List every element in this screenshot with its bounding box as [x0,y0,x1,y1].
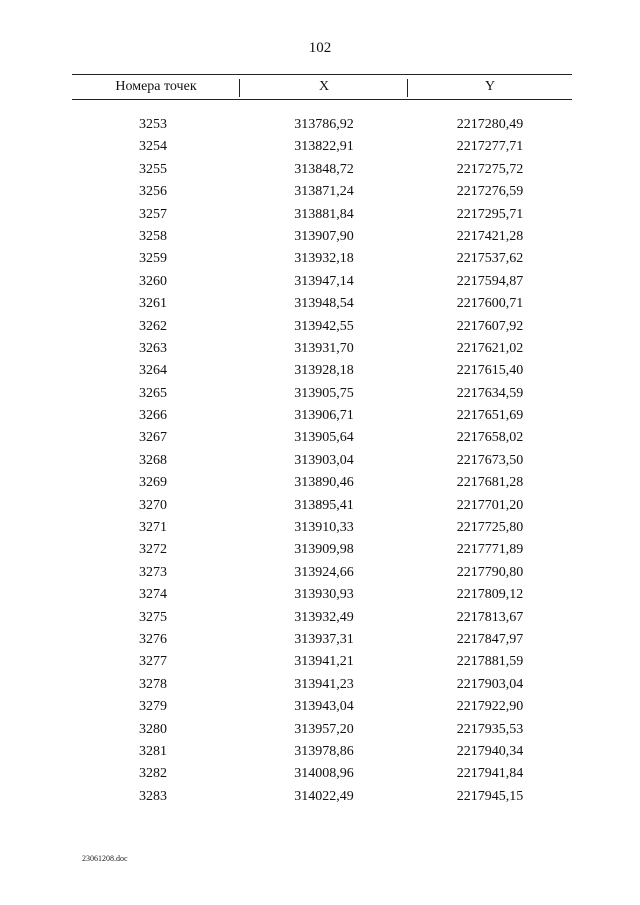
table-row [72,651,572,673]
x-coordinate-cell: 314022,49 [294,788,354,804]
y-coordinate-cell: 2217701,20 [456,497,524,513]
point-number-cell: 3268 [139,452,167,468]
x-coordinate-cell: 313905,75 [294,385,354,401]
table-row [72,472,572,494]
y-coordinate-cell: 2217280,49 [456,117,524,132]
y-coordinate-cell: 2217813,67 [456,609,524,625]
table-row [72,517,572,539]
table-row [72,786,572,808]
table-row [72,338,572,360]
y-coordinate-cell: 2217847,97 [456,631,524,647]
y-coordinate-cell: 2217277,71 [456,139,524,155]
table-row [72,181,572,203]
y-coordinate-cell: 2217615,40 [456,363,524,379]
y-coordinate-cell: 2217922,90 [456,699,524,715]
x-coordinate-cell: 313943,04 [294,699,354,715]
x-coordinate-cell: 313941,23 [294,676,354,692]
table-row [72,674,572,696]
point-number-cell: 3263 [139,340,167,356]
x-coordinate-cell: 313932,49 [294,609,354,625]
table-row [72,427,572,449]
y-coordinate-cell: 2217673,50 [456,452,524,468]
table-row [72,226,572,248]
y-coordinate-cell: 2217771,89 [456,542,524,558]
table-row [72,271,572,293]
table-row [72,741,572,763]
x-coordinate-cell: 313948,54 [294,296,354,312]
y-coordinate-cell: 2217935,53 [456,721,524,737]
table-row [72,562,572,584]
point-number-cell: 3278 [139,676,167,692]
y-coordinate-cell: 2217421,28 [456,228,524,244]
x-coordinate-cell: 313822,91 [294,139,354,155]
y-coordinate-cell: 2217600,71 [456,296,524,312]
table-row [72,114,572,136]
y-coordinate-cell: 2217940,34 [456,743,524,759]
x-coordinate-cell: 313895,41 [294,497,354,513]
point-number-cell: 3253 [139,117,167,132]
x-coordinate-cell: 314008,96 [294,766,354,782]
y-coordinate-cell: 2217607,92 [456,318,524,334]
y-coordinate-cell: 2217881,59 [456,654,524,670]
y-coordinate-cell: 2217790,80 [456,564,524,580]
table-row [72,696,572,718]
column-header-x: X [240,75,408,99]
y-coordinate-cell: 2217537,62 [456,251,524,267]
table-row [72,584,572,606]
point-number-cell: 3273 [139,564,167,580]
y-coordinate-cell: 2217594,87 [456,273,524,289]
point-number-cell: 3256 [139,184,167,200]
x-coordinate-cell: 313942,55 [294,318,354,334]
y-coordinate-cell: 2217275,72 [456,161,524,177]
table-row [72,204,572,226]
x-coordinate-cell: 313947,14 [294,273,354,289]
table-row [72,539,572,561]
table-row [72,316,572,338]
table-row [72,159,572,181]
x-coordinate-cell: 313881,84 [294,206,354,222]
y-coordinate-cell: 2217658,02 [456,430,524,446]
x-coordinate-cell: 313905,64 [294,430,354,446]
x-coordinate-cell: 313906,71 [294,408,354,424]
x-coordinate-cell: 313928,18 [294,363,354,379]
y-coordinate-cell: 2217634,59 [456,385,524,401]
x-coordinate-cell: 313941,21 [294,654,354,670]
point-number-cell: 3270 [139,497,167,513]
y-coordinate-cell: 2217651,69 [456,408,524,424]
point-number-cell: 3283 [139,788,167,804]
table-row [72,495,572,517]
table-row [72,719,572,741]
table-row [72,383,572,405]
y-coordinate-cell: 2217725,80 [456,520,524,536]
point-number-cell: 3255 [139,161,167,177]
point-number-cell: 3277 [139,654,167,670]
point-number-cell: 3282 [139,766,167,782]
point-number-cell: 3271 [139,520,167,536]
table-row [72,136,572,158]
table-header [72,74,572,100]
x-coordinate-cell: 313871,24 [294,184,354,200]
page-number: 102 [308,40,332,56]
x-coordinate-cell: 313924,66 [294,564,354,580]
point-number-cell: 3260 [139,273,167,289]
point-number-cell: 3276 [139,631,167,647]
x-coordinate-cell: 313890,46 [294,475,354,491]
coordinates-table-body [72,114,572,808]
x-coordinate-cell: 313910,33 [294,520,354,536]
point-number-cell: 3274 [139,587,167,603]
table-row [72,293,572,315]
point-number-cell: 3257 [139,206,167,222]
point-number-cell: 3259 [139,251,167,267]
y-coordinate-cell: 2217621,02 [456,340,524,356]
x-coordinate-cell: 313903,04 [294,452,354,468]
x-coordinate-cell: 313909,98 [294,542,354,558]
table-row [72,629,572,651]
table-row [72,763,572,785]
point-number-cell: 3254 [139,139,167,155]
point-number-cell: 3264 [139,363,167,379]
point-number-cell: 3275 [139,609,167,625]
table-row [72,248,572,270]
point-number-cell: 3265 [139,385,167,401]
y-coordinate-cell: 2217295,71 [456,206,524,222]
point-number-cell: 3272 [139,542,167,558]
point-number-cell: 3262 [139,318,167,334]
point-number-cell: 3258 [139,228,167,244]
document-filename: 23061208.doc [82,854,128,863]
x-coordinate-cell: 313786,92 [294,117,354,132]
x-coordinate-cell: 313931,70 [294,340,354,356]
x-coordinate-cell: 313848,72 [294,161,354,177]
table-row [72,360,572,382]
y-coordinate-cell: 2217681,28 [456,475,524,491]
table-row [72,450,572,472]
point-number-cell: 3267 [139,430,167,446]
column-header-point-number: Номера точек [72,75,240,99]
y-coordinate-cell: 2217941,84 [456,766,524,782]
point-number-cell: 3281 [139,743,167,759]
point-number-cell: 3280 [139,721,167,737]
x-coordinate-cell: 313937,31 [294,631,354,647]
point-number-cell: 3261 [139,296,167,312]
y-coordinate-cell: 2217945,15 [456,788,524,804]
point-number-cell: 3266 [139,408,167,424]
y-coordinate-cell: 2217276,59 [456,184,524,200]
x-coordinate-cell: 313978,86 [294,743,354,759]
table-row [72,607,572,629]
point-number-cell: 3279 [139,699,167,715]
column-header-y: Y [484,79,496,94]
y-coordinate-cell: 2217903,04 [456,676,524,692]
x-coordinate-cell: 313957,20 [294,721,354,737]
point-number-cell: 3269 [139,475,167,491]
y-coordinate-cell: 2217809,12 [456,587,524,603]
x-coordinate-cell: 313907,90 [294,228,354,244]
x-coordinate-cell: 313930,93 [294,587,354,603]
x-coordinate-cell: 313932,18 [294,251,354,267]
table-row [72,405,572,427]
